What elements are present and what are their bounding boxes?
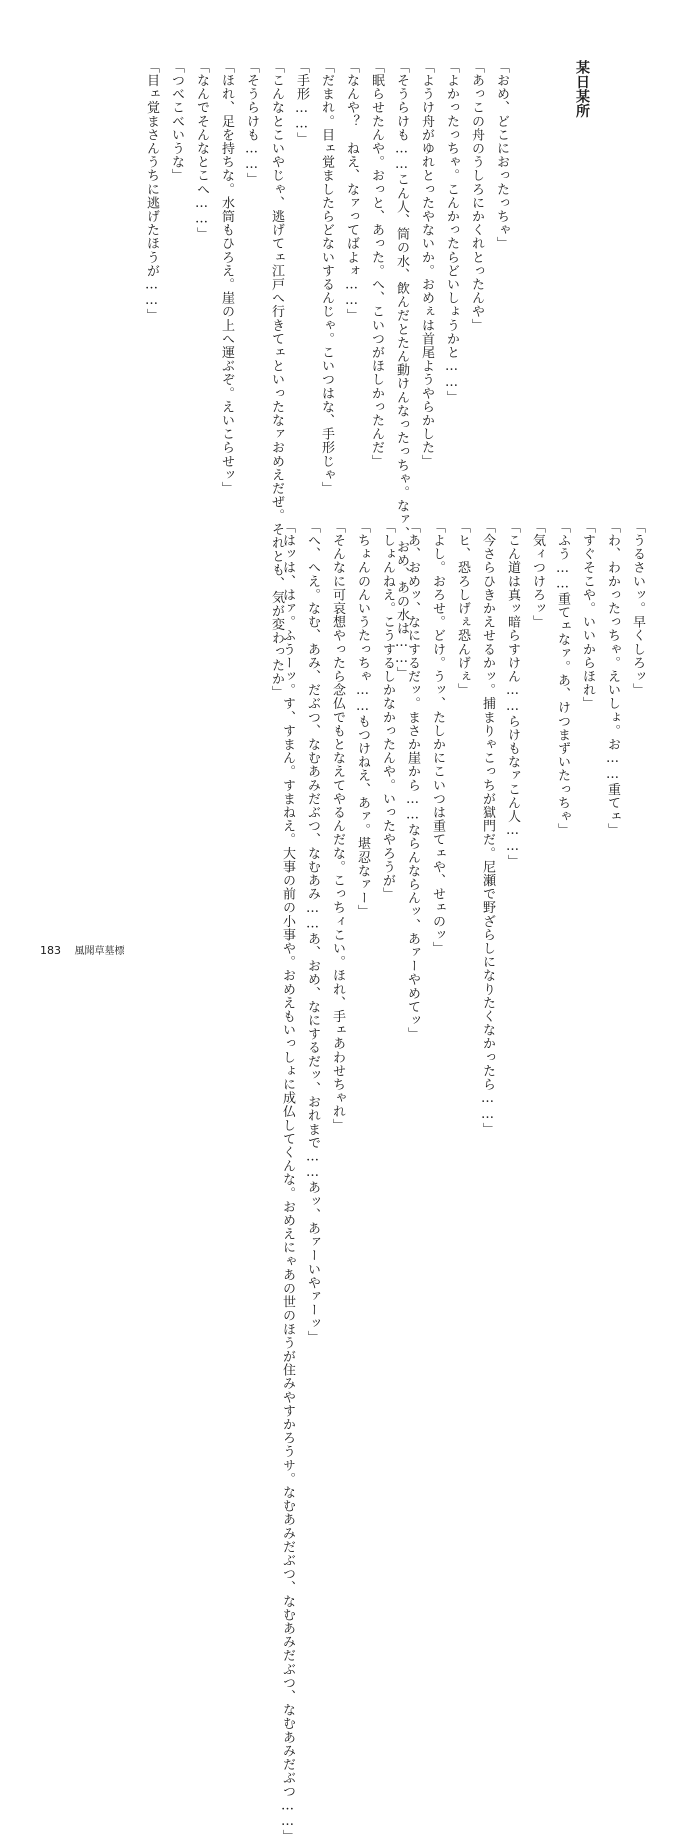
dialogue-line: 「あ、おめッ、なにするだッ。まさか崖から……ならんならんッ、あァーやめてッ」	[405, 520, 420, 1041]
page-footer	[40, 944, 125, 959]
dialogue-line: 「ほれ、足を持ちな。水筒もひろえ。崖の上へ運ぶぞ。えいこらせッ」	[219, 60, 234, 496]
dialogue-line: 「ようけ舟がゆれとったやないか。おめぇは首尾ようやらかした」	[419, 60, 434, 468]
dialogue-line: 「おめ、どこにおったっちゃ」	[494, 60, 509, 251]
lower-text-block	[275, 520, 650, 1843]
page-number: 183	[40, 944, 61, 957]
dialogue-line: 「わ、わかったっちゃ。えいしょ。お……重てェ」	[605, 520, 620, 837]
dialogue-line: 「すぐそこや。いいからほれ」	[580, 520, 595, 711]
dialogue-line: 「そうらけも……」	[244, 60, 259, 187]
dialogue-line: 「つべこべいうな」	[169, 60, 184, 183]
dialogue-line: 「手形……」	[294, 60, 309, 146]
dialogue-line: 「今さらひきかえせるかッ。捕まりゃこっちが獄門だ。尼瀬で野ざらしになりたくなかったら……」	[480, 520, 495, 1136]
scene-heading: 某日某所	[574, 60, 590, 119]
dialogue-line: 「ヒ、恐ろしげぇ恐んげぇ」	[455, 520, 470, 697]
dialogue-line: 「こん道は真ッ暗らすけん……らけもなァこん人……」	[505, 520, 520, 868]
dialogue-line: 「なんでそんなとこへ……」	[194, 60, 209, 241]
dialogue-line: 「はッは、はァ。ふうーッ。す、すまん。すまねえ。大事の前の小事や。おめえもいっしょに成仏してくんな。おめえにゃあの世のほうが住みやすかろうサ。なむあみだぶつ、なむあみだぶつ、なむあみだぶつ……」	[280, 520, 295, 1843]
dialogue-line: 「気ィつけろッ」	[530, 520, 545, 629]
dialogue-line: 「よかったっちゃ。こんかったらどいしょうかと……」	[444, 60, 459, 404]
book-title: 風聞草墓標	[74, 946, 125, 957]
dialogue-line: 「しょんねえ。こうするしかなかったんや。いったやろうが」	[380, 520, 395, 901]
dialogue-line: 「よし。おろせ。どけ。うッ、たしかにこいつは重てェや、せェのッ」	[430, 520, 445, 956]
dialogue-line: 「なんや？ ねえ、なァってばよォ……」	[344, 60, 359, 323]
dialogue-line: 「こんなとこいやじゃ、逃げてェ江戸へ行きてェといったなァおめえだぜ。それとも、気が変わったか」	[269, 60, 284, 700]
dialogue-line: 「へ、へえ。なむ、あみ、だぶつ、なむあみだぶつ、なむあみ……あ、おめ、なにするだッ、おれまで……あッ、あァーいやァーッ」	[305, 520, 320, 1344]
dialogue-line: 「眠らせたんや。おっと、あった。へ、こいつがほしかったんだ」	[369, 60, 384, 468]
dialogue-line: 「そうらけも……こん人、筒の水、飲んだとたん動けんなったっちゃ。なァ、おめ、あの水は……」	[394, 60, 409, 680]
dialogue-line: 「ふう……重てェなァ。あ、けつまずいたっちゃ」	[555, 520, 570, 837]
dialogue-line: 「ちょんのんいうたっちゃ……もつけねえ、あァ。堪忍なァー」	[355, 520, 370, 919]
dialogue-line: 「目ェ覚まさんうちに逃げたほうが……」	[144, 60, 159, 323]
dialogue-line: 「そんなに可哀想やったら念仏でもとなえてやるんだな。こっちィこい。ほれ、手ェあわせちゃれ」	[330, 520, 345, 1132]
dialogue-line: 「あっこの舟のうしろにかくれとったんや」	[469, 60, 484, 332]
dialogue-line: 「うるさいッ。早くしろッ」	[630, 520, 645, 697]
dialogue-line: 「だまれ。目ェ覚ましたらどないするんじゃ。こいつはな、手形じゃ」	[319, 60, 334, 496]
